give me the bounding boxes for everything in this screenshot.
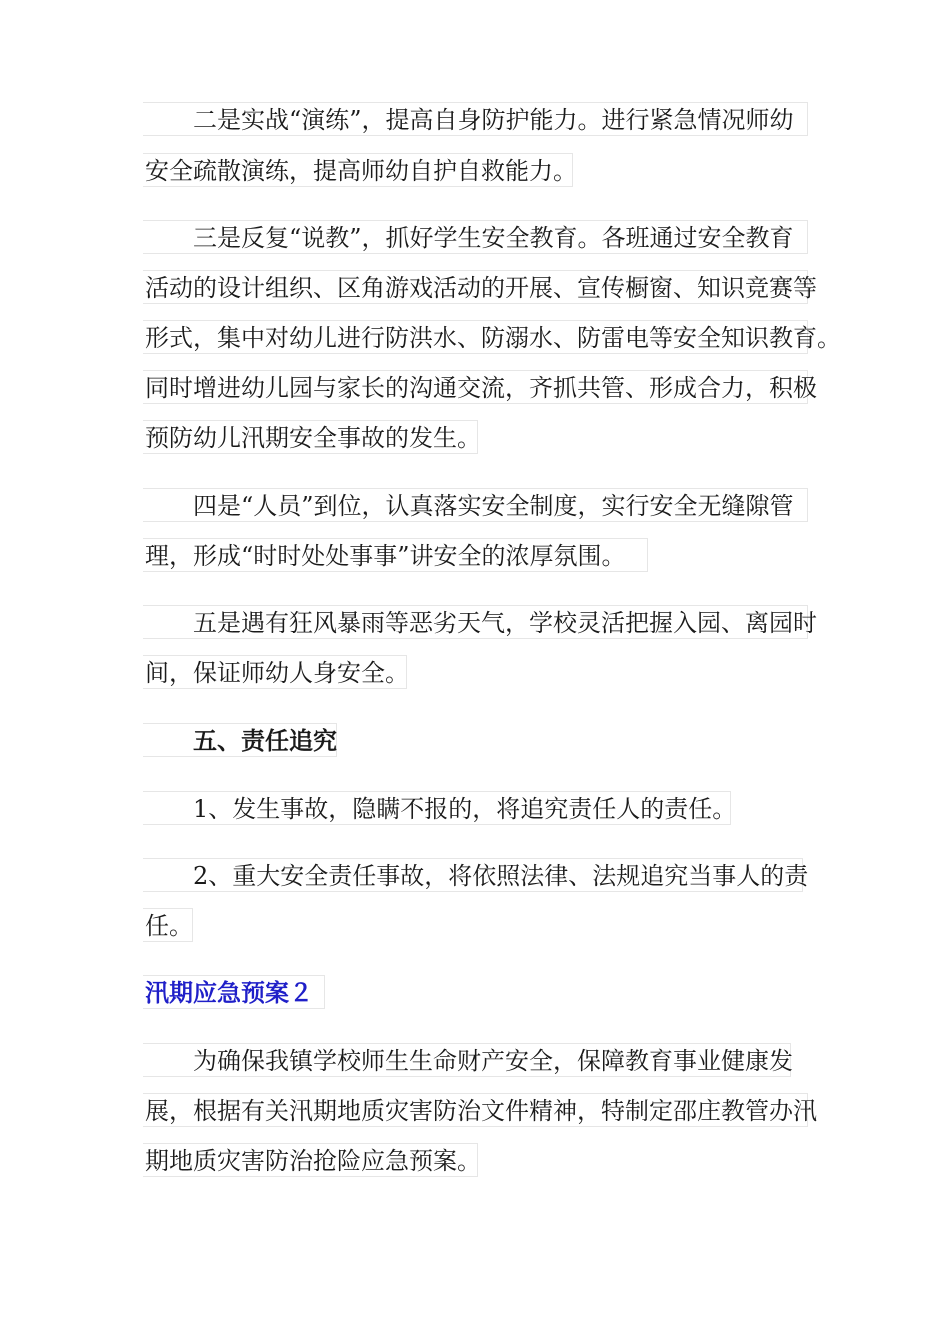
paragraph-line: 展，根据有关汛期地质灾害防治文件精神，特制定邵庄教管办汛 xyxy=(143,1093,808,1127)
section-title: 汛期应急预案２ xyxy=(143,975,325,1009)
paragraph-line: 同时增进幼儿园与家长的沟通交流，齐抓共管、形成合力，积极 xyxy=(143,370,808,404)
section-heading: 五、责任追究 xyxy=(143,723,337,757)
paragraph-line: 理，形成“时时处处事事”讲安全的浓厚氛围。 xyxy=(143,538,648,572)
paragraph-line: 五是遇有狂风暴雨等恶劣天气，学校灵活把握入园、离园时 xyxy=(143,605,808,639)
paragraph-line: 二是实战“演练”，提高自身防护能力。进行紧急情况师幼 xyxy=(143,102,808,136)
paragraph-line: 间，保证师幼人身安全。 xyxy=(143,655,407,689)
paragraph-line: 形式，集中对幼儿进行防洪水、防溺水、防雷电等安全知识教育。 xyxy=(143,320,808,354)
paragraph-line: 为确保我镇学校师生生命财产安全，保障教育事业健康发 xyxy=(143,1043,791,1077)
paragraph-line: 期地质灾害防治抢险应急预案。 xyxy=(143,1143,478,1177)
paragraph-line: 活动的设计组织、区角游戏活动的开展、宣传橱窗、知识竞赛等 xyxy=(143,270,808,304)
paragraph-line: 任。 xyxy=(143,908,193,942)
paragraph-line: 预防幼儿汛期安全事故的发生。 xyxy=(143,420,478,454)
paragraph-line: 1、发生事故，隐瞒不报的，将追究责任人的责任。 xyxy=(143,791,731,825)
paragraph-line: 安全疏散演练，提高师幼自护自救能力。 xyxy=(143,153,573,187)
paragraph-line: 四是“人员”到位，认真落实安全制度，实行安全无缝隙管 xyxy=(143,488,808,522)
paragraph-line: 三是反复“说教”，抓好学生安全教育。各班通过安全教育 xyxy=(143,220,808,254)
paragraph-line: 2、重大安全责任事故，将依照法律、法规追究当事人的责 xyxy=(143,858,803,892)
